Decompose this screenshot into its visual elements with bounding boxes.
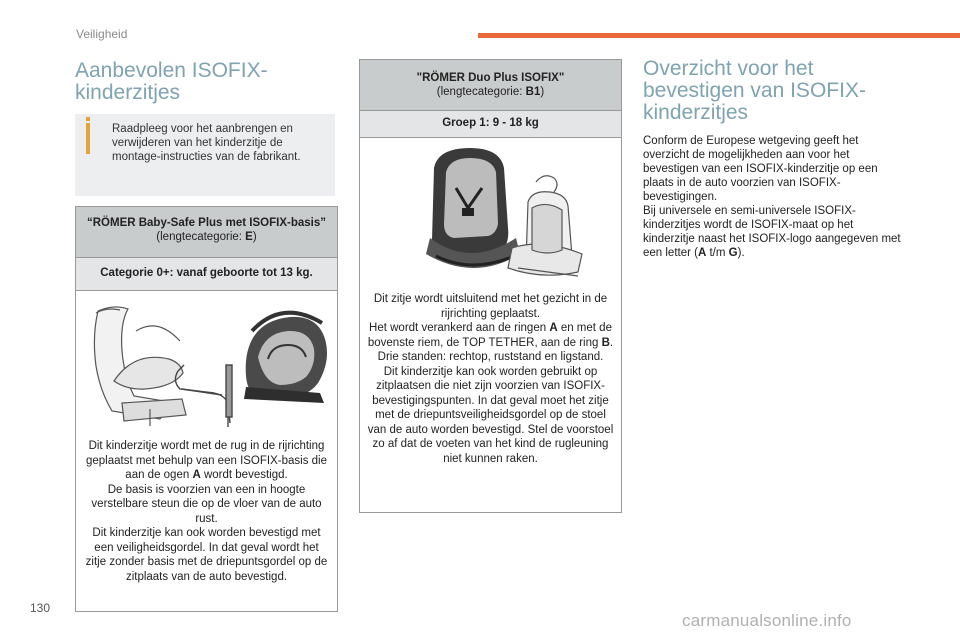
length-category: (lengtecategorie: B1) <box>436 86 545 98</box>
info-icon <box>86 123 90 154</box>
card-description <box>76 431 337 584</box>
length-category: (lengtecategorie: E) <box>156 231 257 243</box>
seat-group: Categorie 0+: vanaf geboorte tot 13 kg. <box>76 258 337 291</box>
card-paragraph: Drie standen: rechtop, ruststand en ligstand. <box>377 351 604 363</box>
card-header <box>360 60 621 111</box>
seat-illustration <box>76 291 337 431</box>
section-label: Veiligheid <box>76 27 128 41</box>
left-title: Aanbevolen ISOFIX-kinderzitjes <box>75 59 268 104</box>
right-text <box>643 134 903 260</box>
card-description <box>360 292 621 466</box>
info-note-text: Raadpleeg voor het aanbrengen en verwijderen van het kinderzitje de montage-instructies van de fabrikant. <box>112 123 301 163</box>
card-header <box>76 207 337 258</box>
card-paragraph: Dit zitje wordt uitsluitend met het gezicht in de rijrichting geplaatst. <box>373 293 608 320</box>
header-accent-bar <box>478 33 960 38</box>
seat-card-babysafe <box>75 206 338 612</box>
info-note <box>75 114 335 196</box>
card-paragraph: Het wordt verankerd aan de ringen A en met de bovenste riem, de TOP TETHER, aan de ring B. <box>367 322 614 349</box>
card-paragraph: Dit kinderzitje kan ook worden bevestigd met een veiligheidsgordel. In dat geval wordt het zitje zonder basis met de driepuntsgordel op de zitplaats van de auto bevestigd. <box>85 527 328 583</box>
watermark: carmanualsonline.info <box>682 611 852 630</box>
card-paragraph: De basis is voorzien van een in hoogte verstelbare steun die op de vloer van de auto rust. <box>91 483 322 525</box>
right-title: Overzicht voor het bevestigen van ISOFIX-kinderzitjes <box>643 57 866 124</box>
card-paragraph: Dit kinderzitje kan ook worden gebruikt op zitplaatsen die niet zijn voorzien van ISOFIX-bevestigingspunten. In dat geval moet het zitje met de driepuntsveiligheidsgordel op de stoel van de auto worden bevestigd. Stel de voorstoel zo af dat de voeten van het kind de rugleuning niet kunnen raken. <box>367 365 614 465</box>
seat-name: “RÖMER Baby-Safe Plus met ISOFIX-basis” <box>86 217 326 229</box>
seat-card-duoplus <box>359 59 622 513</box>
seat-illustration <box>360 138 621 292</box>
page-number: 130 <box>30 601 51 615</box>
seat-name: "RÖMER Duo Plus ISOFIX" <box>416 72 565 84</box>
card-paragraph: Dit kinderzitje wordt met de rug in de rijrichting geplaatst met behulp van een ISOFIX-basis die aan de ogen A wordt bevestigd. <box>85 440 327 481</box>
right-paragraph: Bij universele en semi-universele ISOFIX-kinderzitjes wordt de ISOFIX-maat op het kinderzitje naast het ISOFIX-logo aangegeven met een letter (A t/m G). <box>643 205 901 259</box>
right-paragraph: Conform de Europese wetgeving geeft het overzicht de mogelijkheden aan voor het bevestigen van een ISOFIX-kinderzitje op een plaats in de auto voorzien van ISOFIX-bevestigingen. <box>643 135 878 203</box>
seat-group: Groep 1: 9 - 18 kg <box>360 111 621 138</box>
